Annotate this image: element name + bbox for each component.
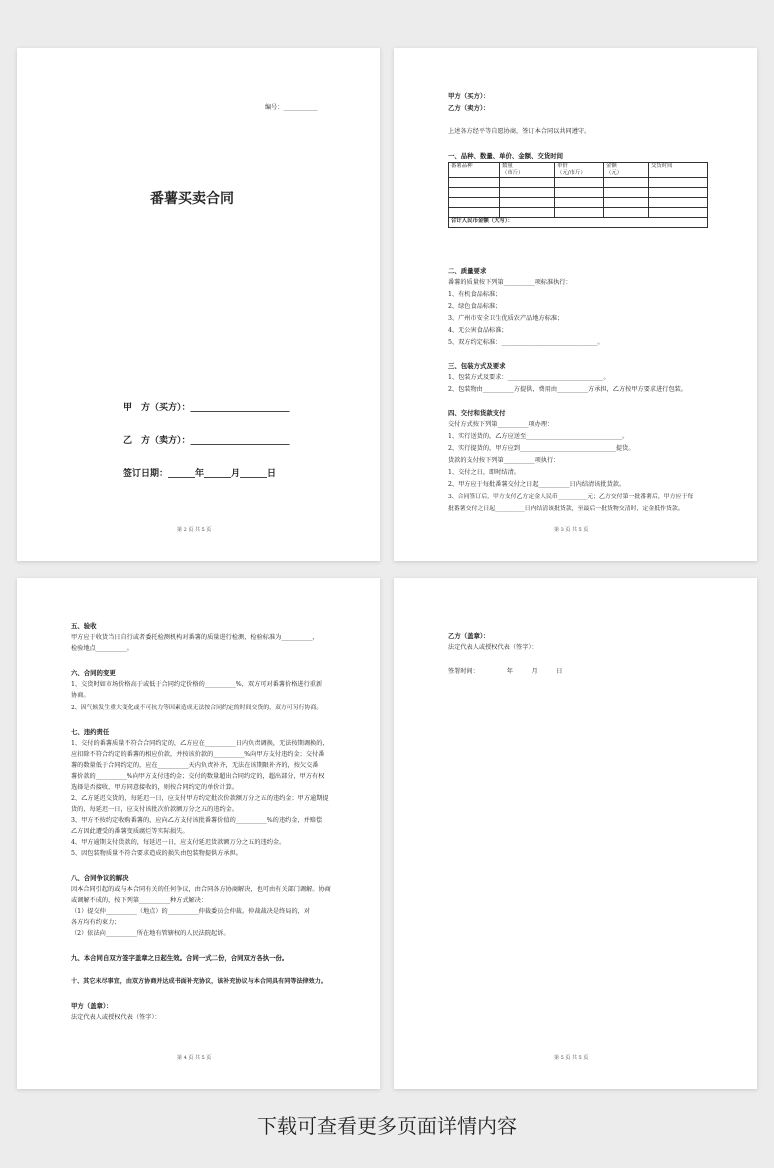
delivery-text: 交付方式按下列第__________项办理： (448, 421, 554, 428)
party-b-line: 乙方（卖方）： (448, 104, 490, 112)
table-row (449, 198, 708, 208)
body-text: 2、乙方延迟交货的，每延迟一日，应支付甲方约定批次价款额万分之五的违约金；甲方逾期提 (71, 795, 329, 802)
body-text: 因本合同引起的或与本合同有关的任何争议，由合同各方协商解决，也可由有关部门调解。协商 (71, 886, 331, 893)
table-header: 金额 （元） (604, 163, 649, 178)
quality-text: 5、双方约定标准：_______________________________。 (448, 339, 604, 346)
quality-text: 1、有机食品标准； (448, 291, 502, 298)
table-row (449, 178, 708, 188)
signature-representative: 法定代表人或授权代表（签字）： (71, 1014, 161, 1021)
intro-text: 上述各方经平等自愿协商，签订本合同以共同遵守。 (448, 128, 591, 135)
signature-date: 签署时间： 年 月 日 (448, 668, 563, 675)
delivery-text: 批番薯交付之日起__________日内结清该批货款，至最后一批货物交清时，定金抵作货款。 (448, 506, 684, 512)
delivery-text: 2、实行提货的，甲方应到_______________________________提货。 (448, 445, 635, 452)
body-text: 1、交货时如市场价格高于或低于合同约定价格的__________%，双方可对番薯价格进行重新 (71, 681, 323, 688)
section-heading: 七、违约责任 (71, 728, 110, 736)
page-terms-1 (394, 48, 757, 561)
body-text: （1）提交仲__________（地点）的__________仲裁委员会仲裁。仲裁裁决是终局的，对 (71, 908, 311, 915)
section-heading: 四、交付和货款支付 (448, 409, 506, 417)
quality-text: 3、广州市安全卫生优质农产品地方标准； (448, 315, 564, 322)
table-total-row (449, 218, 708, 228)
body-text: 1、交付的番薯质量不符合合同约定的，乙方应在__________日内负责调换，无法按期调换的， (71, 740, 329, 747)
section-heading: 九、本合同自双方签字盖章之日起生效。合同一式二份，合同双方各执一份。 (71, 954, 289, 962)
signature-representative: 法定代表人或授权代表（签字）： (448, 644, 538, 651)
section-heading: 二、质量要求 (448, 267, 487, 275)
sign-date-field: 签订日期：______年______月______日 (123, 469, 277, 479)
delivery-text: 2、甲方应于每批番薯交付之日起__________日内结清该批货款。 (448, 481, 626, 488)
quality-text: 2、绿色食品标准； (448, 303, 502, 310)
body-text: 2、因气候发生重大变化或不可抗力等因素造成无法按合同约定的时间交货的，双方可另行协商。 (71, 705, 323, 711)
section-heading: 五、验收 (71, 622, 97, 630)
body-text: 各方均有约束力； (71, 919, 121, 926)
table-header: 交货时间 (649, 163, 708, 178)
section-heading: 八、合同争议的解决 (71, 874, 129, 882)
delivery-text: 1、实行送货的，乙方应送至_______________________________。 (448, 433, 629, 440)
signature-party-a: 甲方（盖章）： (71, 1002, 113, 1010)
delivery-text: 3、合同签订后，甲方支付乙方定金人民币__________元；乙方交付第一批番薯后，甲方应于每 (448, 494, 694, 500)
section-heading: 十、其它未尽事宜，由双方协商并达成书面补充协议，该补充协议与本合同具有同等法律效力。 (71, 978, 327, 985)
body-text: （2）依法向__________所在地有管辖权的人民法院起诉。 (71, 930, 230, 937)
page-footer: 第 3 页 共 5 页 (554, 527, 589, 533)
signature-party-b: 乙方（盖章）： (448, 632, 490, 640)
table-total: 合计人民币金额（大写）： (449, 218, 708, 228)
quality-text: 番薯的质量按下列第__________项标准执行： (448, 279, 572, 286)
page-footer: 第 4 页 共 5 页 (177, 1055, 212, 1061)
body-text: 协商。 (71, 692, 90, 699)
product-table (448, 162, 708, 228)
body-text: 3、甲方不按约定收购番薯的，应向乙方支付该批番薯价值的__________%的违约金，并赔偿 (71, 817, 323, 824)
contract-number: 编号：___________ (265, 104, 318, 111)
table-header: 单价 （元/市斤） (555, 163, 604, 178)
party-b-field: 乙 方（卖方）：______________________ (123, 436, 290, 446)
party-a-line: 甲方（买方）： (448, 92, 490, 100)
body-text: 选择是否接收，甲方同意接收的，则按合同约定的单价计算。 (71, 784, 239, 791)
table-row (449, 188, 708, 198)
body-text: 薯的数量低于合同约定的，应在__________天内负责补齐，无法在该期限补齐的，按欠交番 (71, 762, 319, 769)
body-text: 货的，每延迟一日，应支付该批次价款额万分之五的违约金。 (71, 806, 239, 813)
party-a-field: 甲 方（买方）：______________________ (123, 403, 290, 413)
page-footer: 第 5 页 共 5 页 (554, 1055, 589, 1061)
body-text: 5、因包装物质量不符合要求造成的损失由包装物提供方承担。 (71, 850, 242, 857)
page-terms-2 (17, 578, 380, 1089)
package-text: 1、包装方式及要求：_______________________________。 (448, 374, 610, 381)
section-heading: 六、合同的变更 (71, 669, 116, 677)
body-text: 乙方因此遭受的番薯变质腐烂等实际损失。 (71, 828, 189, 835)
body-text: 4、甲方逾期支付货款的，每延迟一日，应支付延迟货款额万分之五的违约金。 (71, 839, 286, 846)
page-signature (394, 578, 757, 1089)
body-text: 甲方应于收货当日自行或者委托检测机构对番薯的质量进行检测，检验标准为__________， (71, 634, 319, 641)
quality-text: 4、无公害食品标准； (448, 327, 508, 334)
table-header: 番薯品种 (449, 163, 500, 178)
table-row (449, 208, 708, 218)
page-footer: 第 2 页 共 5 页 (177, 527, 212, 533)
body-text: 薯价款的__________%向甲方支付违约金；交付的数量超出合同约定的，超出部分，甲方有权 (71, 773, 325, 780)
section-heading: 三、包装方式及要求 (448, 362, 506, 370)
table-header-row (449, 163, 708, 178)
body-text: 检验地点__________。 (71, 645, 133, 652)
section-heading: 一、品种、数量、单价、金额、交货时间 (448, 152, 564, 160)
delivery-text: 货款的支付按下列第__________项执行： (448, 457, 560, 464)
body-text: 应扣除不符合约定的番薯的相应价款，并按该价款的__________%向甲方支付违约金；交付番 (71, 751, 325, 758)
package-text: 2、包装物由__________方提供，费用由__________方承担，乙方按甲方要求进行包装。 (448, 386, 688, 393)
page-cover (17, 48, 380, 561)
body-text: 或调解不成的，按下列第__________种方式解决： (71, 897, 208, 904)
page-title: 番薯买卖合同 (150, 191, 234, 207)
download-caption: 下载可查看更多页面详情内容 (257, 1114, 517, 1138)
delivery-text: 1、交付之日，即时结清。 (448, 469, 520, 476)
table-header: 数量 （市斤） (500, 163, 555, 178)
